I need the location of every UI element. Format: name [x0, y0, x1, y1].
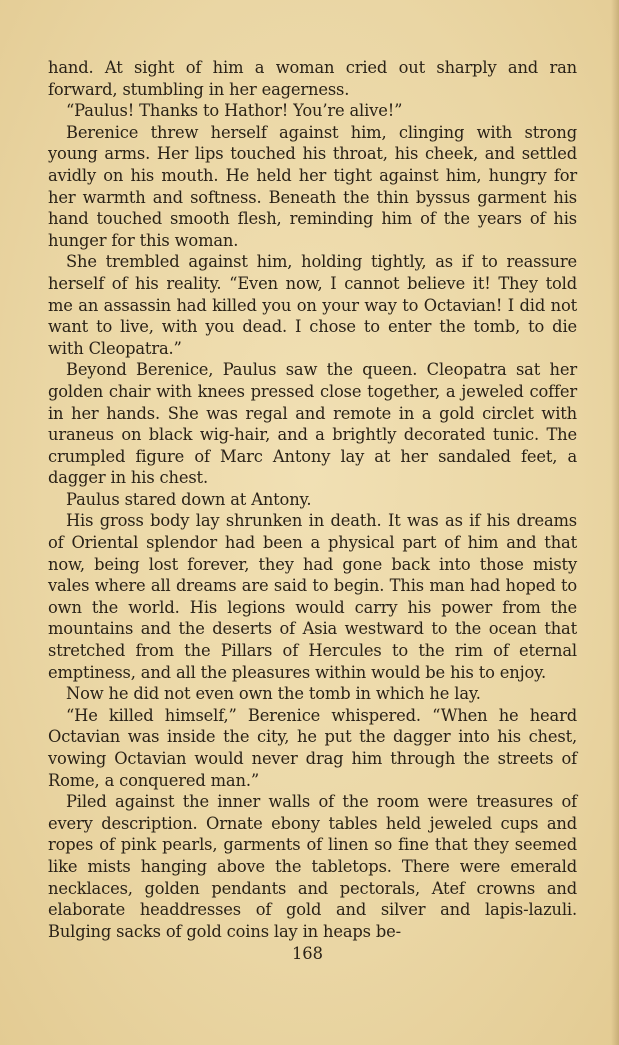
paragraph-7: His gross body lay shrunken in death. It was as if his dreams of Oriental splendor had been a physical part of him and that now, being lost forever, they had gone back into those misty vales where all dreams are said to begin. This man had hoped to own the world. His legions would carry his power from the mountains and the deserts of Asia westward to the ocean that stretched from the Pillars of Hercules to the rim of eternal emptiness, and all the pleasures within would be his to enjoy. [48, 511, 577, 682]
paragraph-1: hand. At sight of him a woman cried out sharply and ran forward, stumbling in her eagerness. [48, 58, 577, 99]
paragraph-3: Berenice threw herself against him, clinging with strong young arms. Her lips touched his throat, his cheek, and settled avidly on his mouth. He held her tight against him, hungry for her warmth and softness. Beneath the thin byssus garment his hand touched smooth flesh, reminding him of the years of his hunger for this woman. [48, 122, 577, 250]
paragraph-6: Paulus stared down at Antony. [66, 489, 312, 509]
paragraph-10: Piled against the inner walls of the room were treasures of every description. Ornate ebony tables held jeweled cups and ropes of pink pearls, garments of linen so fine that they seemed like mists hanging above the tabletops. There were emerald necklaces, golden pendants and pectorals, Atef crowns and elaborate headdresses of gold and silver and lapis-lazuli. Bulging sacks of gold coins lay in heaps be- [48, 792, 577, 941]
paragraph-8: Now he did not even own the tomb in which he lay. [66, 684, 481, 704]
paragraph-2: “Paulus! Thanks to Hathor! You’re alive!” [66, 101, 403, 121]
paragraph-5: Beyond Berenice, Paulus saw the queen. Cleopatra sat her golden chair with knees pressed close together, a jeweled coffer in her hands. She was regal and remote in a gold circlet with uraneus on black wig-hair, and a brightly decorated tunic. The crumpled figure of Marc Antony lay at her sandaled feet, a dagger in his chest. [48, 360, 577, 488]
page-number: 168 [291, 944, 324, 964]
paragraph-4: She trembled against him, holding tightly, as if to reassure herself of his reality. “Even now, I cannot believe it! They told me an assassin had killed you on your way to Octavian! I did not want to live, with you dead. I chose to enter the tomb, to die with Cleopatra.” [48, 252, 577, 358]
page-edge-shadow [611, 0, 619, 1045]
body-text [48, 57, 577, 942]
paragraph-9: “He killed himself,” Berenice whispered. “When he heard Octavian was inside the city, he put the dagger into his chest, vowing Octavian would never drag him through the streets of Rome, a conquered man.” [48, 705, 577, 790]
